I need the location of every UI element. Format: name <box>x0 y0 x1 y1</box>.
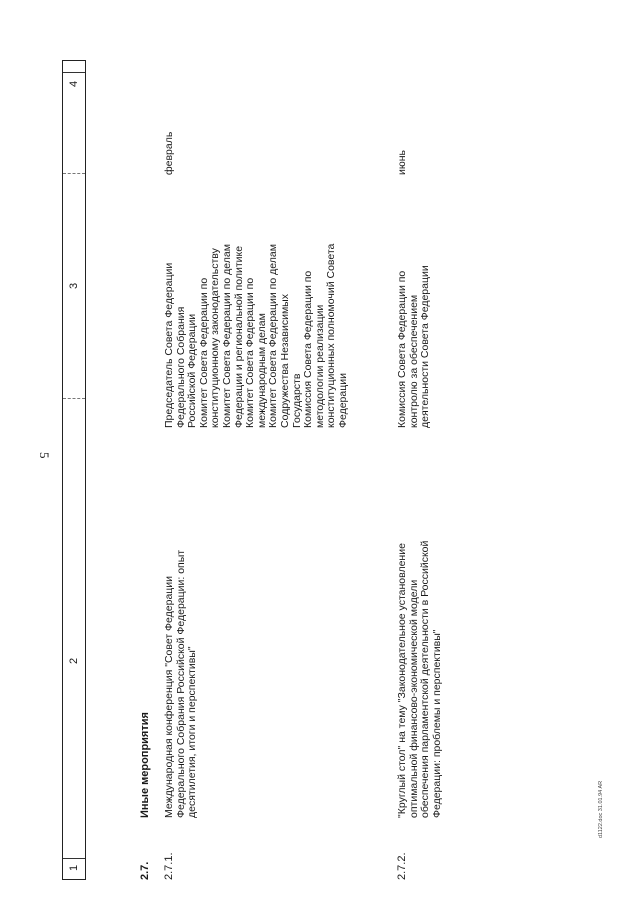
item-date: июнь <box>396 149 408 175</box>
column-number-2: 2 <box>68 657 80 664</box>
section-title: Иные мероприятия <box>139 712 151 818</box>
footer-code: d1122.doc 31.01.94 AR <box>598 780 604 838</box>
page-number: 5 <box>37 452 52 459</box>
item-number: 2.7.1. <box>163 852 175 880</box>
item-title: Международная конференция "Совет Федерации Федерального Собрания Российской Федерации: опыт десятилетия, итоги и перспективы" <box>163 549 199 818</box>
column-divider <box>63 72 85 73</box>
column-divider <box>63 173 85 174</box>
section-number: 2.7. <box>139 861 151 880</box>
column-divider <box>63 398 85 399</box>
rotated-page-content <box>62 10 640 880</box>
item-number: 2.7.2. <box>396 852 408 880</box>
item-date: февраль <box>163 131 175 175</box>
column-number-3: 3 <box>68 282 80 289</box>
item-responsible: Председатель Совета Федерации Федерального Собрания Российской Федерации Комитет Совета Федерации по конституционному законодательству Комитет Совета Федерации по делам Федерации и региональной политике Комитет Совета Федерации по международным делам Комитет Совета Федерации по делам Содружества Независимых Государств Комиссия Совета Федерации по методологии реализации конституционных полномочий Совета Федерации <box>163 243 349 428</box>
item-responsible: Комиссия Совета Федерации по контролю за обеспечением деятельности Совета Федерации <box>396 265 432 428</box>
table-header <box>62 60 86 880</box>
column-number-4: 4 <box>68 80 80 87</box>
column-number-1: 1 <box>68 864 80 871</box>
column-divider <box>63 858 85 859</box>
item-title: "Круглый стол" на тему "Законодательное установление оптимальной финансово-экономической модели обеспечения парламентской деятельности в Российской Федерации: проблемы и перспективы" <box>396 540 443 818</box>
